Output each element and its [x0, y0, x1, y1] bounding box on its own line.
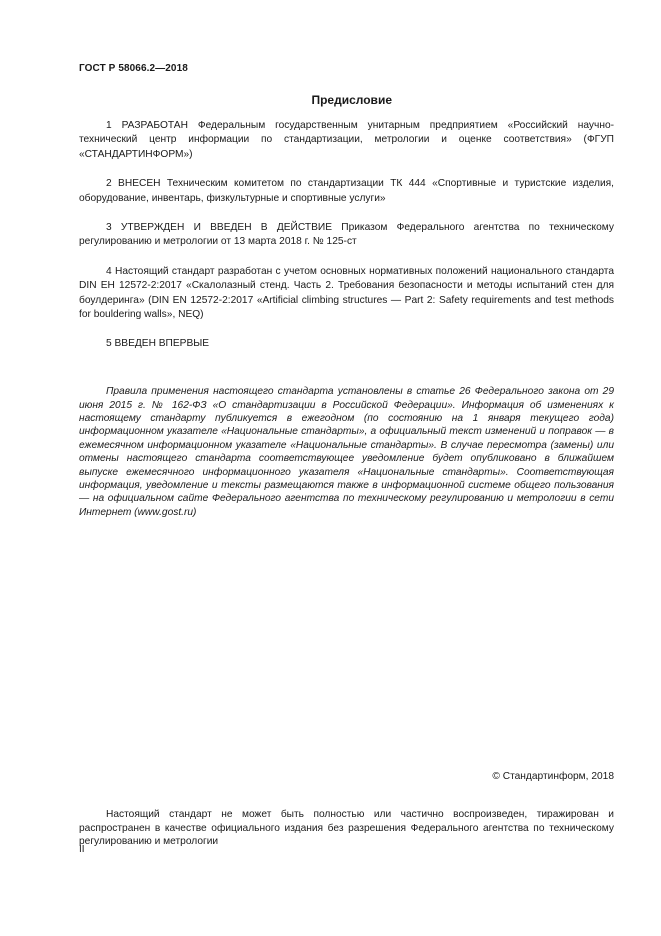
foreword-item-2: 2 ВНЕСЕН Техническим комитетом по стандартизации ТК 444 «Спортивные и туристские изделия, оборудование, инвентарь, физкультурные и спортивные услуги» [79, 178, 614, 204]
standard-code-header: ГОСТ Р 58066.2—2018 [79, 63, 188, 74]
foreword-item-1: 1 РАЗРАБОТАН Федеральным государственным унитарным предприятием «Российский научно-технический центр информации по стандартизации, метрологии и оценке соответствия» (ФГУП «СТАНДАРТИНФОРМ») [79, 120, 614, 160]
foreword-item-5: 5 ВВЕДЕН ВПЕРВЫЕ [106, 338, 210, 350]
foreword-item-3: 3 УТВЕРЖДЕН И ВВЕДЕН В ДЕЙСТВИЕ Приказом Федерального агентства по техническому регулированию и метрологии от 13 марта 2018 г. № 125-ст [79, 222, 614, 248]
page-number: II [79, 844, 85, 855]
page-title: Предисловие [311, 93, 392, 107]
foreword-item-4: 4 Настоящий стандарт разработан с учетом основных нормативных положений национального стандарта DIN EH 12572-2:2017 «Скалолазный стенд. Часть 2. Требования безопасности и методы испытаний стен для боулдеринга» (DIN EN 12572-2:2017 «Artificial climbing structures — Part 2: Safety requirements and test methods for bouldering walls», NEQ) [79, 265, 614, 321]
reproduction-notice: Настоящий стандарт не может быть полностью или частично воспроизведен, тиражирован и распространен в качестве официального издания без разрешения Федерального агентства по техническому регулированию и метрологии [79, 809, 614, 847]
foreword-items [79, 119, 614, 352]
copyright-line: © Стандартинформ, 2018 [492, 771, 614, 782]
page-title-wrapper [79, 93, 614, 107]
usage-notice: Правила применения настоящего стандарта установлены в статье 26 Федерального закона от 29 июня 2015 г. № 162-ФЗ «О стандартизации в Российской Федерации». Информация об изменениях к настоящему стандарту публикуется в ежегодном (по состоянию на 1 января текущего года) информационном указателе «Национальные стандарты», а официальный текст изменений и поправок — в ежемесячном информационном указателе «Национальные стандарты». В случае пересмотра (замены) или отмены настоящего стандарта соответствующее уведомление будет опубликовано в ближайшем выпуске ежемесячного информационного указателя «Национальные стандарты». Соответствующая информация, уведомление и тексты размещаются также в информационной системе общего пользования — на официальном сайте Федерального агентства по техническому регулированию и метрологии в сети Интернет (www.gost.ru) [79, 386, 614, 518]
